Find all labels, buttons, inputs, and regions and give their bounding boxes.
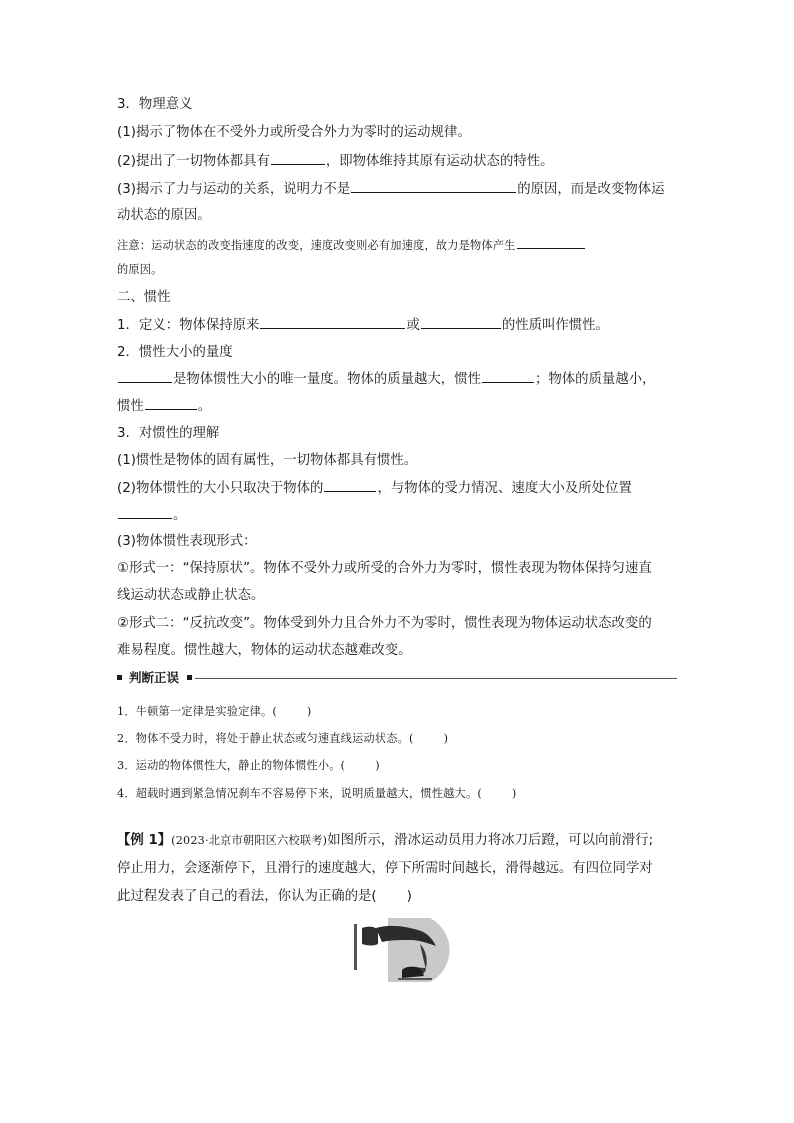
fill-blank[interactable] xyxy=(482,370,534,383)
text-line: (3)揭示了力与运动的关系，说明力不是 的原因，而是改变物体运 xyxy=(117,182,665,197)
text-line: 是物体惯性大小的唯一量度。物体的质量越大，惯性 ；物体的质量越小， xyxy=(117,370,656,389)
divider-rule xyxy=(195,678,677,679)
note-line: 的原因。 xyxy=(117,263,163,276)
text-line: (1)揭示了物体在不受外力或所受合外力为零时的运动规律。 xyxy=(117,125,471,140)
example-source: (2023·北京市朝阳区六校联考) xyxy=(171,834,328,847)
text-line: 线运动状态或静止状态。 xyxy=(117,588,265,603)
text-line: 惯性 。 xyxy=(117,399,212,414)
text-line: 。 xyxy=(117,506,186,525)
example-tag: 【例 1】 xyxy=(117,833,172,848)
example-line: 停止用力，会逐渐停下，且滑行的速度越大，停下所需时间越长，滑得越远。有四位同学对 xyxy=(117,861,653,876)
example-line: 【例 1】(2023·北京市朝阳区六校联考)如图所示，滑冰运动员用力将冰刀后蹬，可以向前滑行; xyxy=(117,833,654,848)
section-heading: 二、惯性 xyxy=(117,290,171,305)
text-line: (3)物体惯性表现形式： xyxy=(117,534,257,549)
text-line: ①形式一：“保持原状”。物体不受外力或所受的合外力为零时，惯性表现为物体保持匀速直 xyxy=(117,561,652,576)
judge-item: 2．物体不受力时，将处于静止状态或匀速直线运动状态。( ) xyxy=(117,732,449,745)
fill-blank[interactable] xyxy=(324,479,376,492)
text-line: (1)惯性是物体的固有属性，一切物体都具有惯性。 xyxy=(117,453,418,468)
judge-section-title: 判断正误 xyxy=(129,670,180,685)
text-line: 动状态的原因。 xyxy=(117,208,211,223)
square-bullet-icon xyxy=(117,675,122,680)
text-line: 难易程度。惯性越大，物体的运动状态越难改变。 xyxy=(117,643,412,658)
fill-blank[interactable] xyxy=(517,236,585,249)
example-line: 此过程发表了自己的看法，你认为正确的是( ) xyxy=(117,889,412,904)
fill-blank[interactable] xyxy=(118,370,172,383)
fill-blank[interactable] xyxy=(421,316,501,329)
fill-blank[interactable] xyxy=(260,316,405,329)
judge-section-divider xyxy=(117,670,677,686)
section-heading: 3．对惯性的理解 xyxy=(117,426,220,441)
section-heading: 2．惯性大小的量度 xyxy=(117,345,233,360)
section-heading: 3．物理意义 xyxy=(117,97,193,112)
fill-blank[interactable] xyxy=(351,180,516,193)
judge-item: 3．运动的物体惯性大，静止的物体惯性小。( ) xyxy=(117,759,380,772)
text-line: (2)物体惯性的大小只取决于物体的 ，与物体的受力情况、速度大小及所处位置 xyxy=(117,481,632,496)
fill-blank[interactable] xyxy=(271,152,325,165)
skate-boot-icon xyxy=(362,927,378,946)
note-line: 注意：运动状态的改变指速度的改变，速度改变则必有加速度，故力是物体产生 xyxy=(117,236,586,255)
skater-figure xyxy=(340,918,450,988)
text-line: 1．定义：物体保持原来 或 的性质叫作惯性。 xyxy=(117,318,609,333)
text-line: (2)提出了一切物体都具有 ，即物体维持其原有运动状态的特性。 xyxy=(117,154,554,169)
square-bullet-icon xyxy=(187,675,192,680)
fill-blank[interactable] xyxy=(145,397,197,410)
judge-item: 1．牛顿第一定律是实验定律。( ) xyxy=(117,705,312,718)
judge-item: 4．超载时遇到紧急情况刹车不容易停下来，说明质量越大，惯性越大。( ) xyxy=(117,787,517,800)
text-line: ②形式二：“反抗改变”。物体受到外力且合外力不为零时，惯性表现为物体运动状态改变的 xyxy=(117,616,652,631)
skate-blade-icon xyxy=(354,924,357,970)
skate-blade-icon xyxy=(398,978,432,980)
fill-blank[interactable] xyxy=(118,506,172,519)
